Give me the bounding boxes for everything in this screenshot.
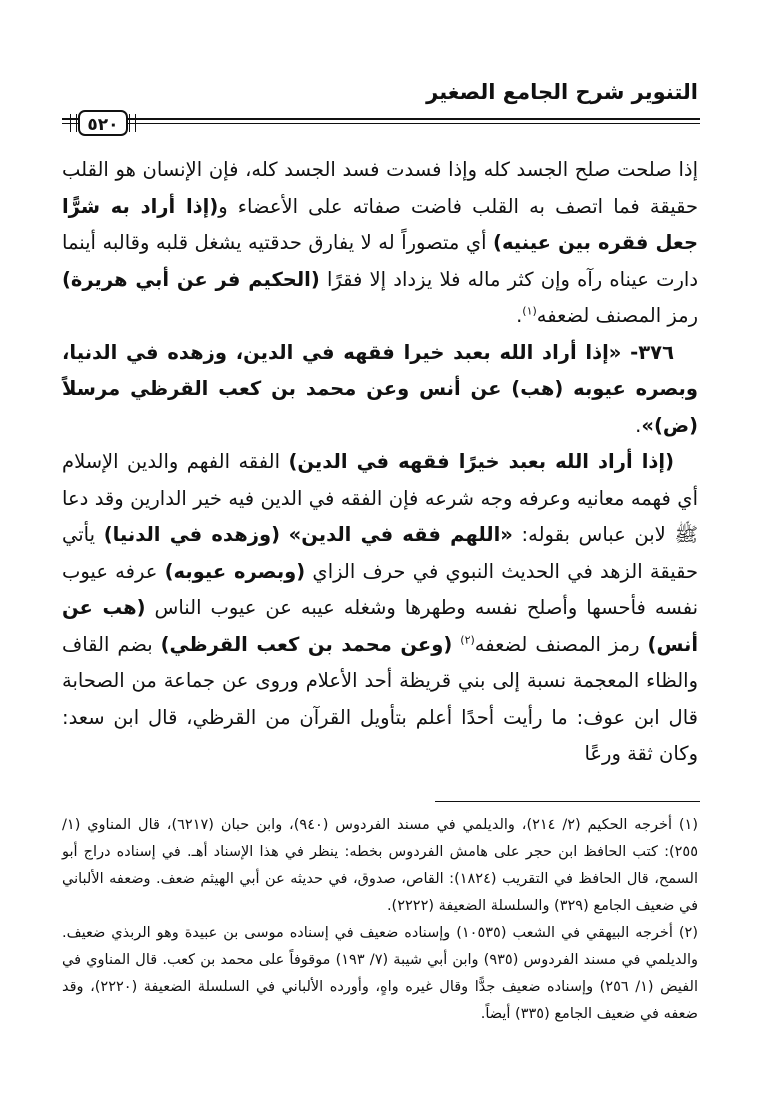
paragraph-hadith-376 — [62, 335, 698, 445]
text-run: الفقه الفهم والدين الإسلام أي فهمه معانيه وعرفه وجه شرعه فإن الفقه في الدين فيه خير الدارين وقد دعا ﷺ لابن عباس بقوله: — [62, 450, 698, 546]
text-run: أي متصوراً له لا يفارق حدقتيه يشغل قلبه وقالبه أينما دارت عيناه رآه وإن كثر ماله فلا يزداد إلا فقرًا — [62, 231, 699, 291]
text-run: رمز المصنف لضعفه — [474, 632, 648, 656]
header-rule-thin — [62, 123, 700, 124]
hadith-quote: (وبصره عيوبه) — [164, 559, 306, 583]
page-number: ٥٢٠ — [78, 110, 128, 136]
hadith-number: ٣٧٦- — [621, 340, 674, 364]
text-run: عرفه عيوب نفسه فأحسها وأصلح نفسه وطهرها وشغله عيبه عن عيوب الناس — [62, 559, 699, 619]
main-text — [62, 152, 698, 773]
footnotes — [62, 812, 698, 1028]
text-run: . — [635, 413, 642, 437]
footnote-marker-2[interactable]: (٢) — [460, 633, 475, 646]
footnote-marker-1[interactable]: (١) — [522, 304, 537, 318]
paragraph-commentary — [62, 444, 698, 773]
header-rule-thick — [62, 118, 700, 120]
hadith-quote: «اللهم فقه في الدين» — [288, 523, 513, 546]
text-run: يأتي حقيقة الزهد في الحديث النبوي في حرف الزاي — [62, 523, 698, 583]
hadith-quote: (وعن محمد بن كعب القرظي) — [160, 632, 453, 656]
source-reference: (هب عن أنس) — [62, 596, 699, 656]
footnote-1: (١) أخرجه الحكيم (٢/ ٢١٤)، والديلمي في مسند الفردوس (٩٤٠)، وابن حبان (٦٢١٧)، قال المناوي (١/ ٢٥٥): كتب الحافظ ابن حجر على هامش الفردوس بخطه: ينظر في هذا الإسناد أهـ. في إسناده دراج أبو السمح، قال الحافظ في التقريب (١٨٢٤): القاص، صدوق، في حديثه عن أبي الهيثم ضعف. وضعفه الألباني في ضعيف الجامع (٣٢٩) والسلسلة الضعيفة (٢٢٢٢). — [62, 817, 698, 914]
text-run: بضم القاف والظاء المعجمة نسبة إلى بني قريظة أحد الأعلام وروى عن جماعة من الصحابة قال ابن عوف: ما رأيت أحدًا أعلم بتأويل القرآن من القرظي، قال ابن سعد: وكان ثقة ورعًا — [62, 632, 698, 765]
text-run: رمز المصنف لضعفه — [536, 304, 698, 327]
running-title: التنوير شرح الجامع الصغير — [426, 80, 698, 104]
hadith-quote: (إذا أراد الله بعبد خيرًا فقهه في الدين) — [288, 450, 674, 473]
hadith-quote: (وزهده في الدنيا) — [103, 523, 280, 546]
paragraph-commentary-continued — [62, 152, 698, 335]
hadith-quote: (إذا أراد به شرًّا جعل فقره بين عينيه) — [62, 194, 698, 254]
text-run — [280, 523, 289, 546]
footnote-divider — [435, 801, 700, 802]
source-reference: (الحكيم فر عن أبي هريرة) — [62, 267, 320, 291]
text-run: إذا صلحت صلح الجسد كله وإذا فسدت فسد الجسد كله، فإن الإنسان هو القلب حقيقة فما اتصف به القلب فاضت صفاته على الأعضاء و — [62, 158, 698, 218]
footnote-2: (٢) أخرجه البيهقي في الشعب (١٠٥٣٥) وإسناده ضعيف في إسناده موسى بن عبيدة وهو الربذي ضعيف. والديلمي في مسند الفردوس (٩٣٥) وابن أبي شيبة (٧/ ١٩٣) موقوفاً على محمد بن كعب. قال المناوي في الفيض (١/ ٢٥٦) وإسناده ضعيف جدًّا وقال غيره واهٍ، وأورده الألباني في السلسلة الضعيفة (٢٢٢٠)، وقد ضعفه في ضعيف الجامع (٣٣٥) أيضاً. — [62, 925, 698, 1022]
hadith-text: «إذا أراد الله بعبد خيرا فقهه في الدين، وزهده في الدنيا، وبصره عيوبه (هب) عن أنس وعن محمد بن كعب القرظي مرسلاً (ض)» — [62, 340, 698, 437]
text-run: . — [516, 304, 523, 327]
